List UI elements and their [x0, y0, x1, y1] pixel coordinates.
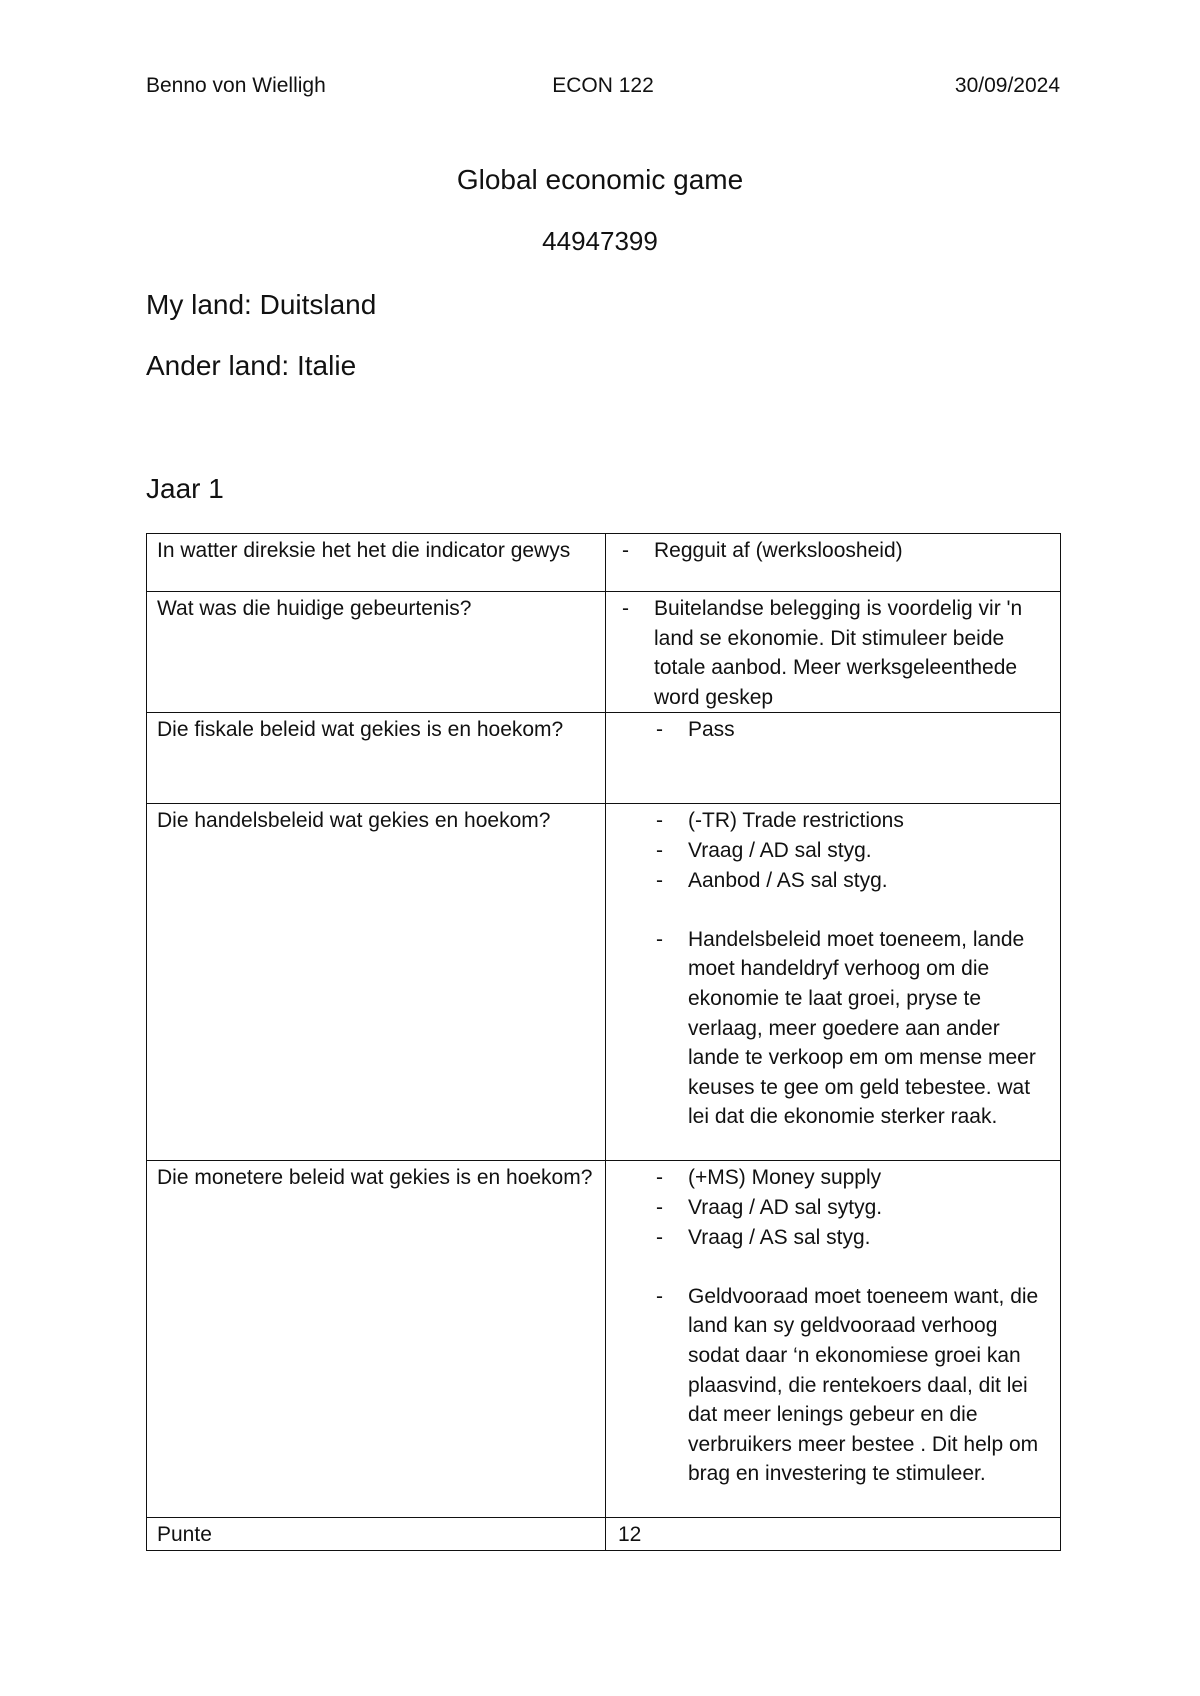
student-number: 44947399	[542, 226, 658, 256]
table-row	[147, 1518, 1061, 1551]
answer-item: - Handelsbeleid moet toeneem, lande moet handeldryf verhoog om die ekonomie te laat groei, pryse te verlaag, meer goedere aan ander lande te verkoop em om mense meer keuses te gee om geld tebestee. wat lei dat die ekonomie sterker raak.	[618, 925, 1050, 1132]
answer-item: - Geldvooraad moet toeneem want, die land kan sy geldvooraad verhoog sodat daar ‘n ekonomiese groei kan plaasvind, die rentekoers daal, dit lei dat meer lenings gebeur en die verbruikers meer bestee . Dit help om brag en investering te stimuleer.	[618, 1282, 1050, 1489]
question-cell: In watter direksie het het die indicator gewys	[147, 534, 606, 592]
year-heading: Jaar 1	[146, 473, 224, 504]
my-country-line: My land: Duitsland	[146, 289, 377, 320]
points-label: Punte	[147, 1518, 606, 1551]
answer-cell	[606, 1161, 1061, 1518]
game-table	[146, 533, 1061, 1551]
answer-item: - Vraag / AS sal styg.	[618, 1223, 1050, 1253]
document-title: Global economic game	[456, 164, 744, 195]
answer-item: - Regguit af (werksloosheid)	[618, 536, 1050, 566]
other-country-line: Ander land: Italie	[146, 350, 357, 381]
table-row	[147, 534, 1061, 592]
answer-item: - Buitelandse belegging is voordelig vir 'n land se ekonomie. Dit stimuleer beide totale aanbod. Meer werksgeleenthede word geskep	[618, 594, 1050, 712]
author-name: Benno von Wielligh	[146, 74, 326, 97]
answer-cell	[606, 804, 1061, 1161]
answer-list	[618, 594, 1050, 712]
answer-list	[618, 536, 1050, 566]
table-row	[147, 713, 1061, 804]
answer-cell	[606, 534, 1061, 592]
answer-list	[618, 715, 1050, 745]
table-row	[147, 592, 1061, 713]
answer-list	[618, 806, 1050, 1132]
date: 30/09/2024	[954, 74, 1060, 97]
question-cell: Die fiskale beleid wat gekies is en hoekom?	[147, 713, 606, 804]
answer-cell	[606, 713, 1061, 804]
question-cell: Die handelsbeleid wat gekies en hoekom?	[147, 804, 606, 1161]
table-row	[147, 804, 1061, 1161]
question-cell: Wat was die huidige gebeurtenis?	[147, 592, 606, 713]
answer-item: - Aanbod / AS sal styg.	[618, 866, 1050, 896]
answer-list	[618, 1163, 1050, 1489]
answer-cell	[606, 592, 1061, 713]
answer-item: - Pass	[618, 715, 1050, 745]
page-header	[146, 74, 1060, 104]
answer-item: - (+MS) Money supply	[618, 1163, 1050, 1193]
points-value: 12	[606, 1518, 1061, 1551]
question-cell: Die monetere beleid wat gekies is en hoekom?	[147, 1161, 606, 1518]
answer-item: - (-TR) Trade restrictions	[618, 806, 1050, 836]
answer-item: - Vraag / AD sal sytyg.	[618, 1193, 1050, 1223]
course-code: ECON 122	[552, 74, 654, 97]
answer-item: - Vraag / AD sal styg.	[618, 836, 1050, 866]
table-row	[147, 1161, 1061, 1518]
